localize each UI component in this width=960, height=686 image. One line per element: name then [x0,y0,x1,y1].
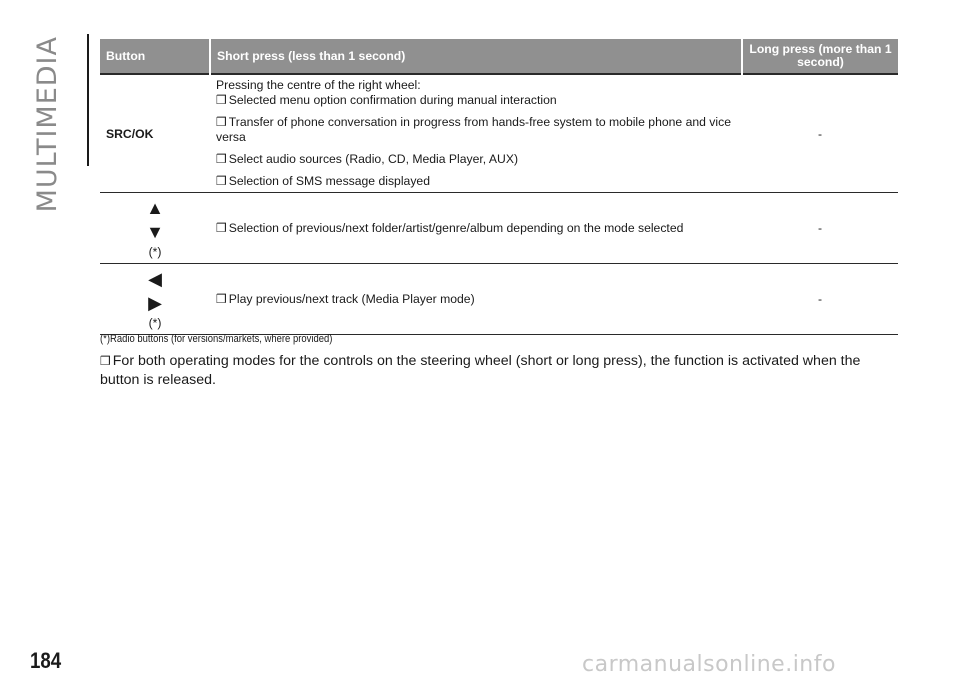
watermark: carmanualsonline.info [582,652,836,677]
list-item: ❒ Transfer of phone conversation in progress from hands-free system to mobile phone and vice versa [216,115,731,144]
bullet-icon: ❒ [216,291,227,306]
bullet-icon: ❒ [216,174,227,188]
arrow-up-icon: ▲ [146,198,164,218]
short-press-desc [210,193,742,264]
arrow-down-icon: ▼ [146,222,164,242]
button-src-ok: SRC/OK [106,126,154,141]
bullet-icon: ❒ [100,354,111,368]
table-row [100,193,898,264]
header-long-press: Long press (more than 1 second) [742,39,898,74]
bullet-icon: ❒ [216,220,227,235]
header-button: Button [100,39,210,74]
intro-text: Pressing the centre of the right wheel: [216,78,421,92]
section-title: MULTIMEDIA [32,36,63,213]
bullet-icon: ❒ [216,152,227,166]
list-item: ❒ Play previous/next track (Media Player mode) [216,291,475,306]
table-row [100,264,898,335]
footnote-marker: (*) [148,316,162,330]
table-header-row [100,39,898,74]
release-note-text: For both operating modes for the controls on the steering wheel (short or long press), the function is activated when the button is released. [100,353,861,388]
list-item: ❒ Selected menu option confirmation during manual interaction [216,93,557,107]
short-press-desc [210,264,742,335]
bullet-icon: ❒ [216,115,227,129]
short-press-desc [210,74,742,193]
footnote-marker: (*) [148,245,162,259]
long-press-value: - [817,221,823,235]
page-number: 184 [30,648,62,673]
section-rule [87,34,89,166]
list-item: ❒ Selection of previous/next folder/artist/genre/album depending on the mode selected [216,220,684,235]
table-row [100,74,898,193]
list-item: ❒ Selection of SMS message displayed [216,174,430,188]
arrow-left-icon: ◀ [148,269,162,289]
button-left-right [100,264,210,335]
bullet-icon: ❒ [216,93,227,107]
long-press-value: - [817,126,823,141]
long-press-value: - [817,292,823,306]
steering-controls-table [100,39,898,335]
release-note [100,352,880,390]
list-item: ❒ Select audio sources (Radio, CD, Media Player, AUX) [216,152,519,166]
button-up-down [100,193,210,264]
header-short-press: Short press (less than 1 second) [210,39,742,74]
arrow-right-icon: ▶ [148,293,162,313]
table-footnote: (*)Radio buttons (for versions/markets, where provided) [100,333,333,345]
